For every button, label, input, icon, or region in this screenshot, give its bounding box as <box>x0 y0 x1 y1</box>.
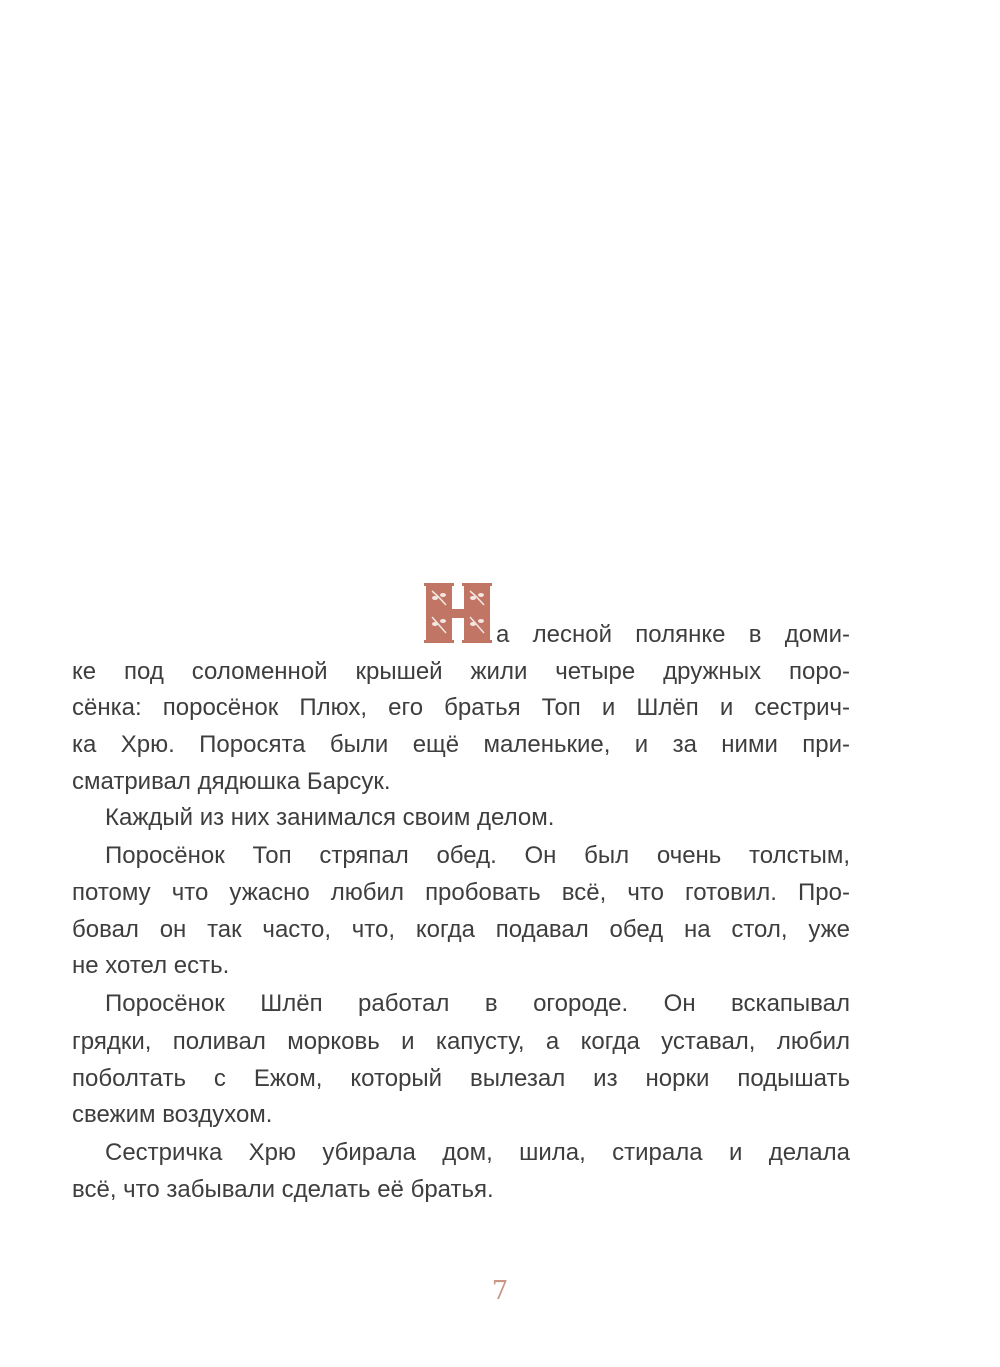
text-line: ка Хрю. Поросята были ещё маленькие, и за ними при- <box>72 731 850 758</box>
text-line: сматривал дядюшка Барсук. <box>72 768 391 795</box>
page-number: 7 <box>491 1276 509 1306</box>
text-line: Поросёнок Шлёп работал в огороде. Он вскапывал <box>105 990 850 1017</box>
text-line: грядки, поливал морковь и капусту, а когда уставал, любил <box>72 1028 850 1055</box>
text-line: всё, что забывали сделать её братья. <box>72 1176 494 1203</box>
text-line: Сестричка Хрю убирала дом, шила, стирала и делала <box>105 1139 850 1166</box>
text-line: Поросёнок Топ стряпал обед. Он был очень толстым, <box>105 842 850 869</box>
text-line: сёнка: поросёнок Плюх, его братья Топ и Шлёп и сестрич- <box>72 694 850 721</box>
text-line: потому что ужасно любил пробовать всё, что готовил. Про- <box>72 879 850 906</box>
text-line: бовал он так часто, что, когда подавал обед на стол, уже <box>72 916 850 943</box>
text-line: не хотел есть. <box>72 952 230 979</box>
ornamental-drop-cap-icon <box>424 583 492 643</box>
text-line: ке под соломенной крышей жили четыре дружных поро- <box>72 658 850 685</box>
text-line: свежим воздухом. <box>72 1101 273 1128</box>
text-line: а лесной полянке в доми- <box>496 621 850 648</box>
drop-cap-letter <box>424 583 492 643</box>
text-line: Каждый из них занимался своим делом. <box>105 804 555 831</box>
text-line: поболтать с Ежом, который вылезал из норки подышать <box>72 1065 850 1092</box>
